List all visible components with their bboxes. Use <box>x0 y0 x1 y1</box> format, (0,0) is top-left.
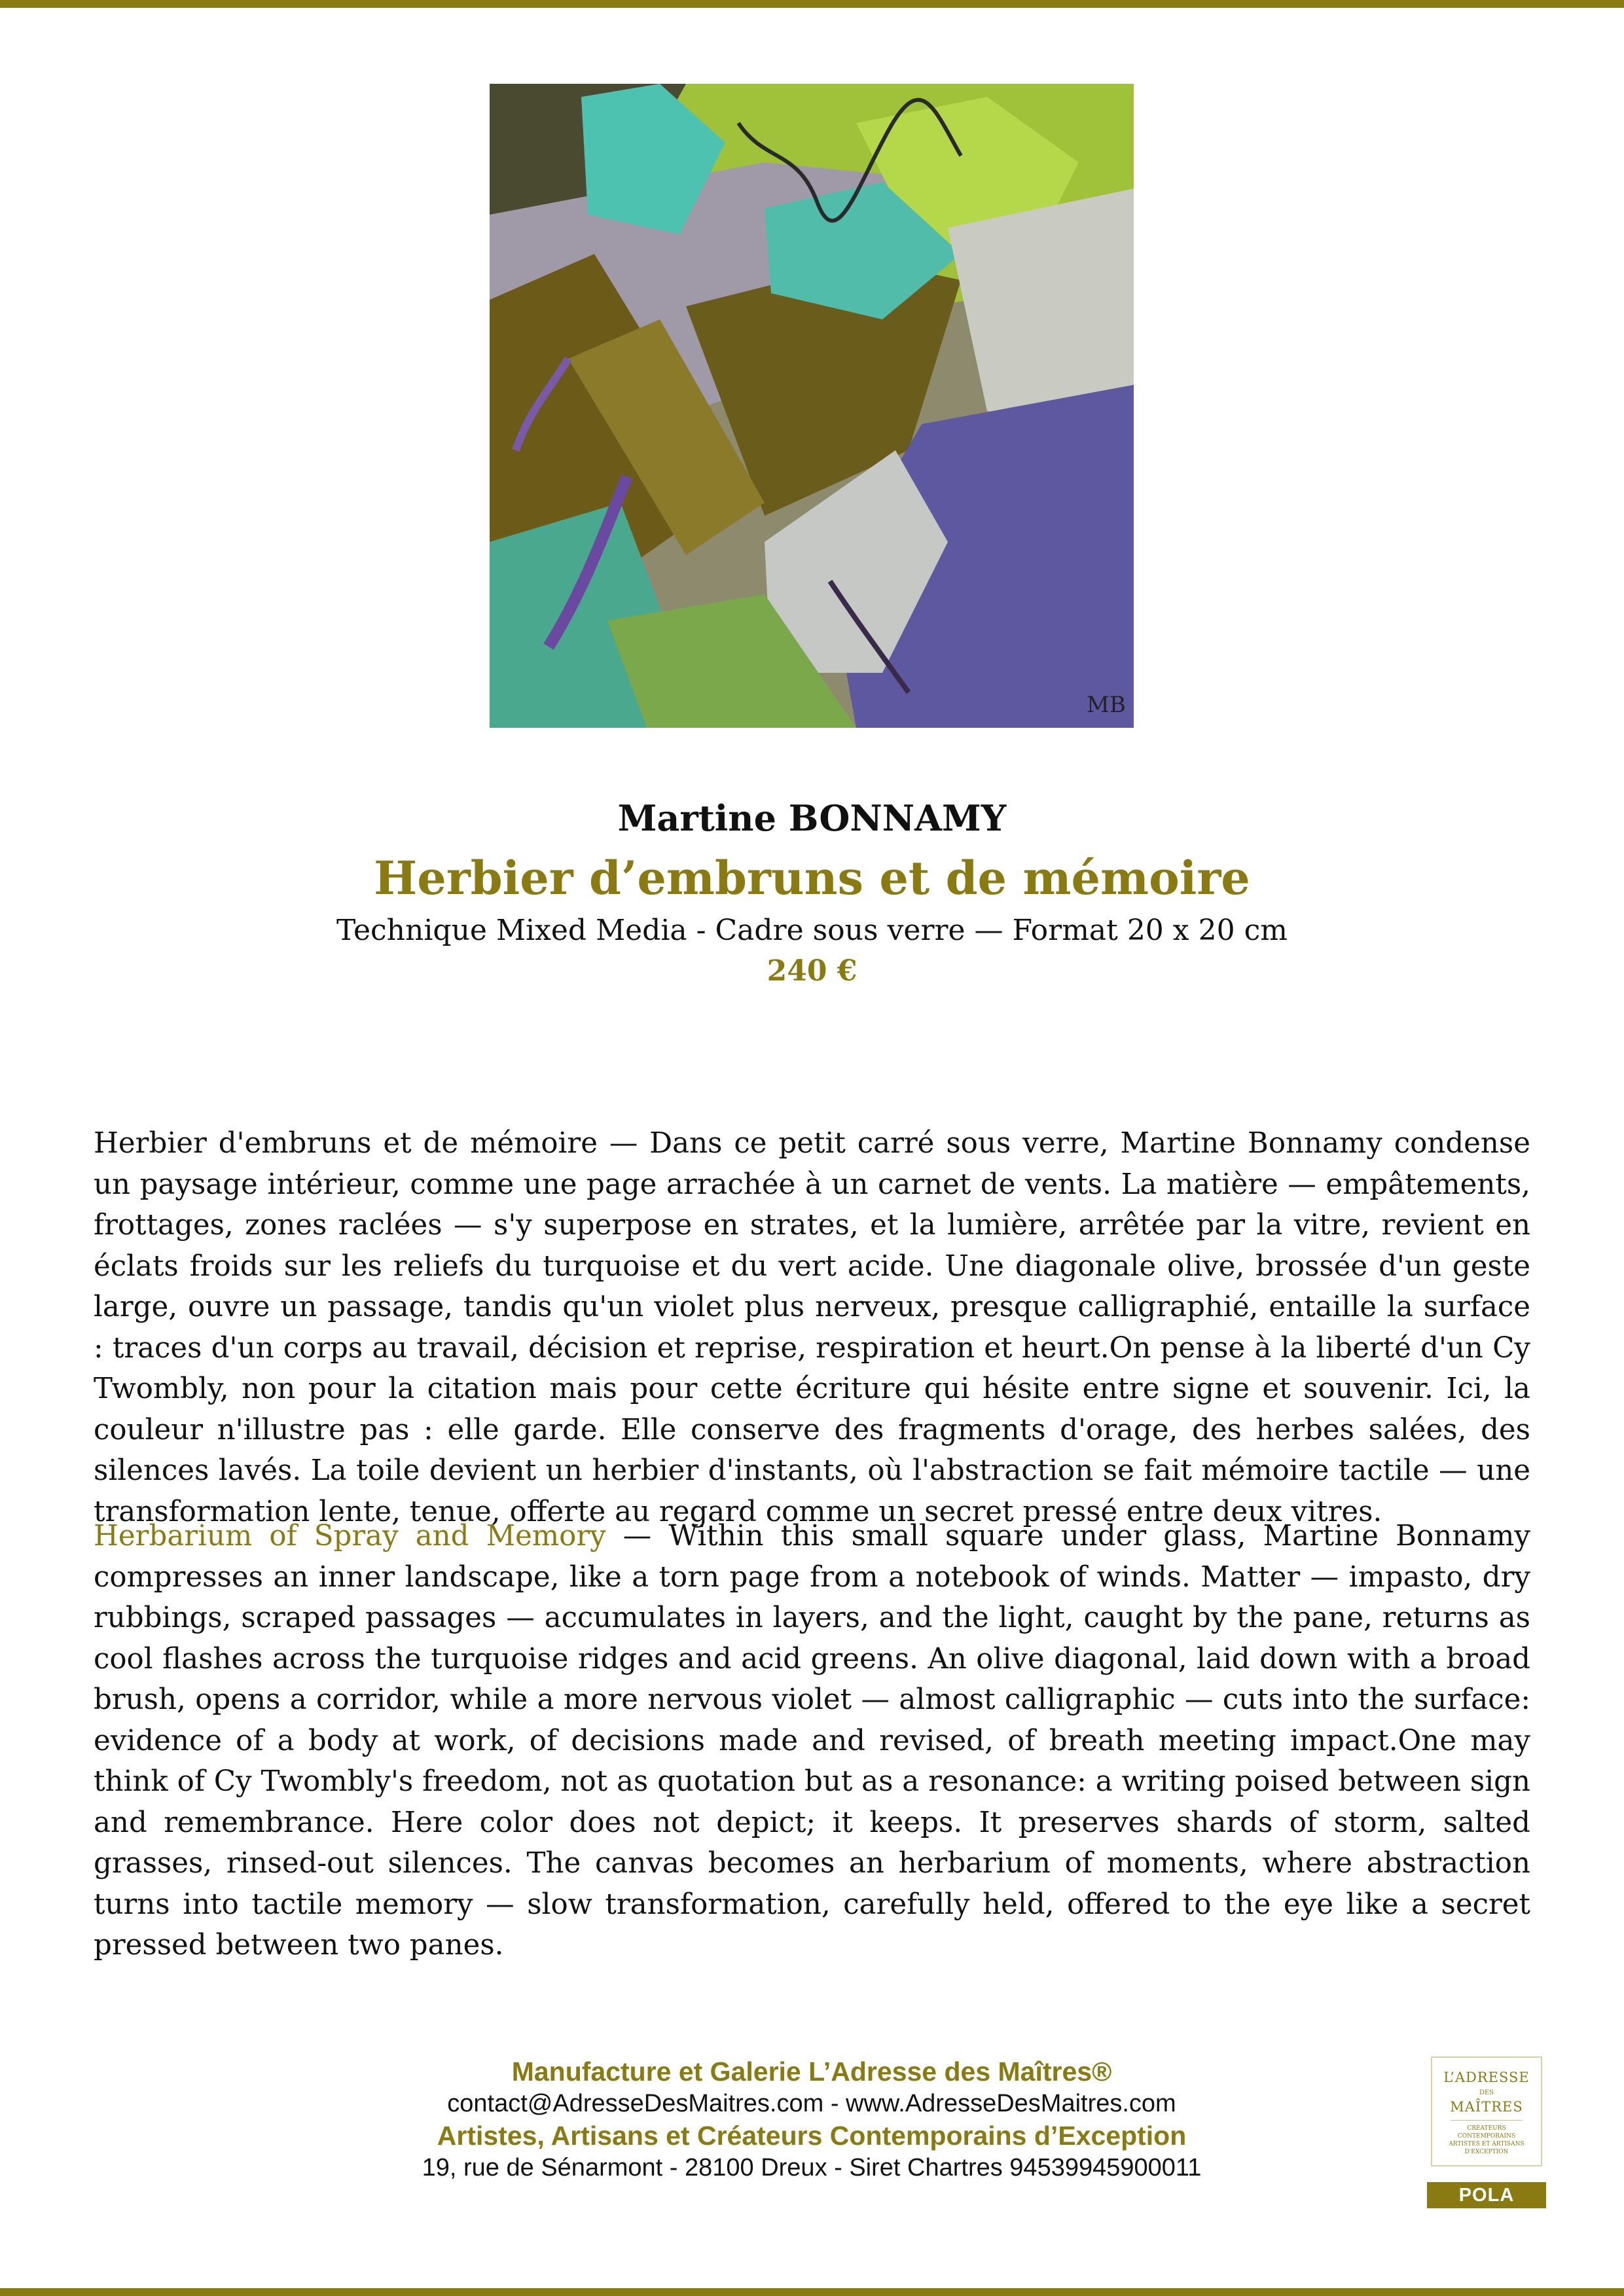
artwork-image <box>490 84 1134 728</box>
footer-address: 19, rue de Sénarmont - 28100 Dreux - Siret Chartres 94539945900011 <box>422 2154 1202 2181</box>
logo-line-2: DES <box>1479 2089 1494 2096</box>
artwork-price: 240 € <box>767 954 857 988</box>
footer-tagline: Artistes, Artisans et Créateurs Contemporains d’Exception <box>437 2121 1187 2151</box>
artwork-technique: Technique Mixed Media - Cadre sous verre — Format 20 x 20 cm <box>336 914 1288 947</box>
logo-divider <box>1451 2120 1523 2121</box>
logo-line-1: L’ADRESSE <box>1443 2070 1530 2085</box>
artwork-painting <box>490 84 1134 728</box>
description-english-lead: Herbarium of Spray and Memory <box>94 1520 606 1552</box>
description-english <box>94 1516 1530 1966</box>
top-rule <box>0 0 1624 8</box>
bottom-rule <box>0 2288 1624 2296</box>
logo-line-3: MAÎTRES <box>1450 2099 1523 2115</box>
footer-gallery-name: Manufacture et Galerie L’Adresse des Maîtres® <box>511 2056 1112 2087</box>
artwork-title: Herbier d’embruns et de mémoire <box>374 851 1250 905</box>
footer <box>327 2055 1296 2183</box>
description-english-text: — Within this small square under glass, Martine Bonnamy compresses an inner landscape, like a torn page from a notebook of winds. Matter — impasto, dry rubbings, scraped passages — accumulates in layers, and the light, caught by the pane, returns as cool flashes across the turquoise ridges and acid greens. An olive diagonal, laid down with a broad brush, opens a corridor, while a more nervous violet — almost calligraphic — cuts into the surface: evidence of a body at work, of decisions made and revised, of breath meeting impact.One may think of Cy Twombly's freedom, not as quotation but as a resonance: a writing poised between sign and remembrance. Here color does not depict; it keeps. It preserves shards of storm, salted grasses, rinsed-out silences. The canvas becomes an herbarium of moments, where abstraction turns into tactile memory — slow transformation, carefully held, offered to the eye like a secret pressed between two panes. <box>94 1520 1530 1962</box>
logo-line-4: CRÉATEURS CONTEMPORAINS ARTISTES ET ARTISANS D'EXCEPTION <box>1449 2125 1525 2155</box>
artwork-signature: MB <box>1087 692 1126 718</box>
category-badge: POLA <box>1427 2182 1546 2208</box>
artist-name: Martine BONNAMY <box>617 797 1007 839</box>
gallery-logo <box>1431 2056 1542 2166</box>
description-french: Herbier d'embruns et de mémoire — Dans ce petit carré sous verre, Martine Bonnamy condense un paysage intérieur, comme une page arrachée à un carnet de vents. La matière — empâtements, frottages, zones raclées — s'y superpose en strates, et la lumière, arrêtée par la vitre, revient en éclats froids sur les reliefs du turquoise et du vert acide. Une diagonale olive, brossée d'un geste large, ouvre un passage, tandis qu'un violet plus nerveux, presque calligraphié, entaille la surface : traces d'un corps au travail, décision et reprise, respiration et heurt.On pense à la liberté d'un Cy Twombly, non pour la citation mais pour cette écriture qui hésite entre signe et souvenir. Ici, la couleur n'illustre pas : elle garde. Elle conserve des fragments d'orage, des herbes salées, des silences lavés. La toile devient un herbier d'instants, où l'abstraction se fait mémoire tactile — une transformation lente, tenue, offerte au regard comme un secret pressé entre deux vitres. <box>94 1127 1530 1528</box>
footer-contact: contact@AdresseDesMaitres.com - www.AdresseDesMaitres.com <box>447 2090 1176 2117</box>
